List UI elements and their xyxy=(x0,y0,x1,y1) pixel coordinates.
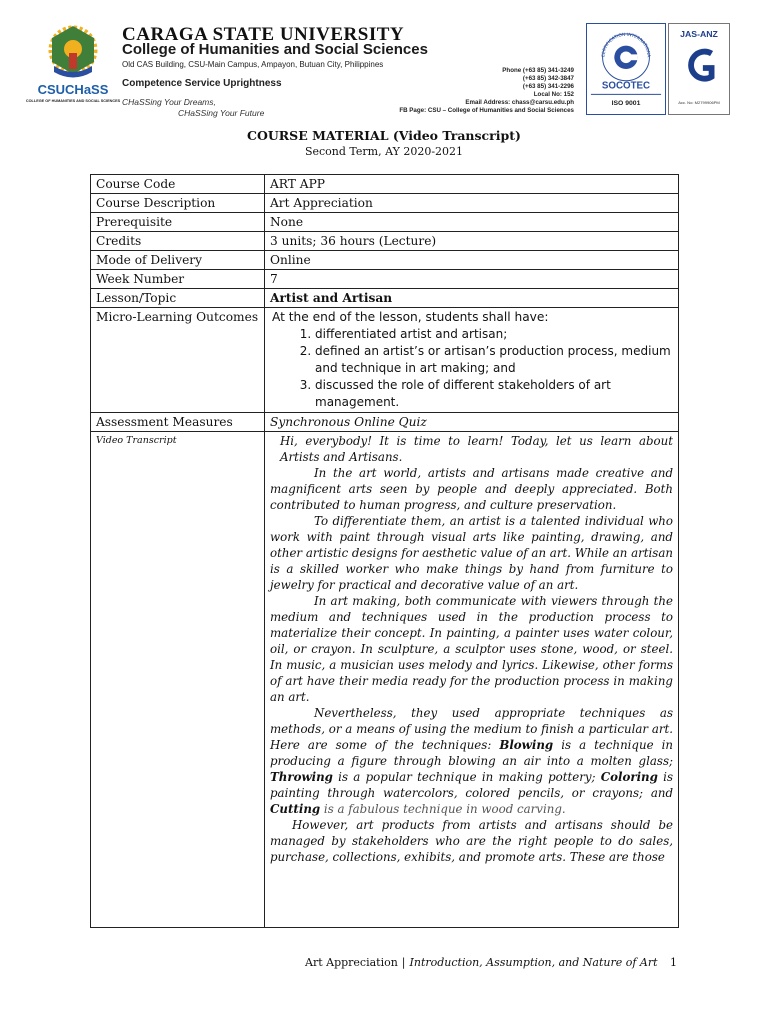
row-label: Assessment Measures xyxy=(91,413,265,432)
row-label: Mode of Delivery xyxy=(91,251,265,270)
contact-phone-1: Phone (+63 85) 341-3249 xyxy=(502,67,574,74)
course-info-table xyxy=(90,174,679,928)
chass-logo xyxy=(25,20,121,116)
footer-course: Art Appreciation xyxy=(305,956,398,969)
row-label: Course Code xyxy=(91,175,265,194)
table-row xyxy=(91,432,679,928)
table-row xyxy=(91,270,679,289)
contact-phone-2: (+63 85) 342-3847 xyxy=(522,75,574,82)
contact-email: Email Address: chass@carsu.edu.ph xyxy=(465,99,574,106)
footer-chapter: Introduction, Assumption, and Nature of Art xyxy=(409,956,658,969)
transcript-cell xyxy=(265,432,679,928)
technique-blowing: Blowing xyxy=(499,738,554,752)
list-item: 3. discussed the role of different stakeholders of art management. xyxy=(315,377,673,411)
motto-uprightness: Uprightness xyxy=(223,78,282,89)
transcript-paragraph-4: In art making, both communicate with viewers through the medium and techniques used in the production process to materialize their concept. In painting, a painter uses water colour, oil, or crayon. In sculpture, a sculptor uses stone, wood, or steel. In music, a musician uses melody and lyrics. Likewise, other forms of art have their media ready for the production process in making an art. xyxy=(270,594,673,704)
outcomes-cell xyxy=(265,308,679,413)
motto-service: Service xyxy=(184,78,221,89)
row-label: Credits xyxy=(91,232,265,251)
technique-cutting: Cutting xyxy=(270,802,321,816)
page-footer xyxy=(305,956,658,969)
text-run: is a technique in producing a figure through blowing an air into a molten glass; xyxy=(270,738,673,768)
transcript-paragraph-5 xyxy=(270,705,673,817)
document-title: COURSE MATERIAL (Video Transcript) xyxy=(247,128,521,143)
university-name: CARAGA STATE UNIVERSITY xyxy=(122,24,405,45)
footer-separator: | xyxy=(401,956,406,969)
contact-local: Local No: 152 xyxy=(533,91,574,98)
page-number: 1 xyxy=(670,956,677,969)
list-item: 1. differentiated artist and artisan; xyxy=(315,326,673,343)
cert-name: SOCOTEC xyxy=(601,80,651,92)
row-label: Course Description xyxy=(91,194,265,213)
list-item: 2. defined an artist’s or artisan’s production process, medium and technique in art making; and xyxy=(315,343,673,377)
assessment-value: Synchronous Online Quiz xyxy=(265,413,679,432)
contact-block xyxy=(399,67,574,115)
text-run: Nevertheless, they used appropriate techniques as methods, or a means of using the medium to finish a particular art. Here are some of the techniques: xyxy=(270,706,673,752)
outcomes-list xyxy=(270,326,673,411)
cert-standard: ISO 9001 xyxy=(611,100,641,108)
document-subtitle: Second Term, AY 2020-2021 xyxy=(304,145,464,158)
tagline-dreams: CHaSSing Your Dreams, xyxy=(122,97,216,107)
transcript-paragraph-2: In the art world, artists and artisans made creative and magnificent arts seen by people and deeply appreciated. Both contributed to human progress, and culture preservation. xyxy=(270,466,673,512)
logo-text: CSUCHaSS xyxy=(37,82,109,97)
row-label: Week Number xyxy=(91,270,265,289)
outcomes-label: Micro-Learning Outcomes xyxy=(91,308,265,413)
row-value: Online xyxy=(265,251,679,270)
transcript-paragraph-1: Hi, everybody! It is time to learn! Today, let us learn about Artists and Artisans. xyxy=(280,434,673,464)
outcomes-intro: At the end of the lesson, students shall have: xyxy=(272,310,549,324)
table-row xyxy=(91,232,679,251)
row-value: Art Appreciation xyxy=(265,194,679,213)
jas-anz-code: Acc. No: M2799906PM xyxy=(678,99,720,105)
technique-coloring: Coloring xyxy=(600,770,658,784)
motto-competence: Competence xyxy=(122,78,183,89)
text-run: is a fabulous technique in wood carving. xyxy=(320,802,566,816)
table-row xyxy=(91,251,679,270)
lesson-topic: Artist and Artisan xyxy=(265,289,679,308)
table-row xyxy=(91,308,679,413)
row-label: Prerequisite xyxy=(91,213,265,232)
transcript-label: Video Transcript xyxy=(91,432,265,928)
logo-subtext: COLLEGE OF HUMANITIES AND SOCIAL SCIENCES xyxy=(25,99,121,103)
table-row xyxy=(91,213,679,232)
transcript-paragraph-3: To differentiate them, an artist is a talented individual who work with paint through visual arts like painting, drawing, and other artistic designs for aesthetic value of an art. While an artisan is a skilled worker who make things by hand from furniture to jewelry for practical and decorative value of an art. xyxy=(270,514,673,592)
college-name: College of Humanities and Social Sciences xyxy=(122,41,428,58)
cert-ring-text: CERTIFICATION INTERNATIONAL xyxy=(586,23,651,58)
table-row xyxy=(91,194,679,213)
table-row xyxy=(91,413,679,432)
jas-anz-badge xyxy=(668,23,730,115)
technique-throwing: Throwing xyxy=(270,770,333,784)
contact-phone-3: (+63 85) 341-2296 xyxy=(522,83,574,90)
table-row xyxy=(91,289,679,308)
jas-anz-title: JAS-ANZ xyxy=(680,29,718,40)
text-run: is a popular technique in making pottery; xyxy=(332,770,601,784)
socotec-certification-badge xyxy=(586,23,666,115)
table-row xyxy=(91,175,679,194)
transcript-paragraph-6: However, art products from artists and artisans should be managed by stakeholders who are the right people to do sales, purchase, collections, exhibits, and promote arts. These are those xyxy=(270,818,673,864)
motto xyxy=(122,78,282,89)
contact-fb: FB Page: CSU – College of Humanities and Social Sciences xyxy=(399,107,574,114)
tagline-future: CHaSSing Your Future xyxy=(178,108,265,118)
college-address: Old CAS Building, CSU-Main Campus, Ampayon, Butuan City, Philippines xyxy=(122,60,384,69)
row-value: ART APP xyxy=(265,175,679,194)
row-value: None xyxy=(265,213,679,232)
row-label: Lesson/Topic xyxy=(91,289,265,308)
row-value: 3 units; 36 hours (Lecture) xyxy=(265,232,679,251)
row-value: 7 xyxy=(265,270,679,289)
text-run: is painting through watercolors, colored pencils, or crayons; and xyxy=(270,770,673,800)
